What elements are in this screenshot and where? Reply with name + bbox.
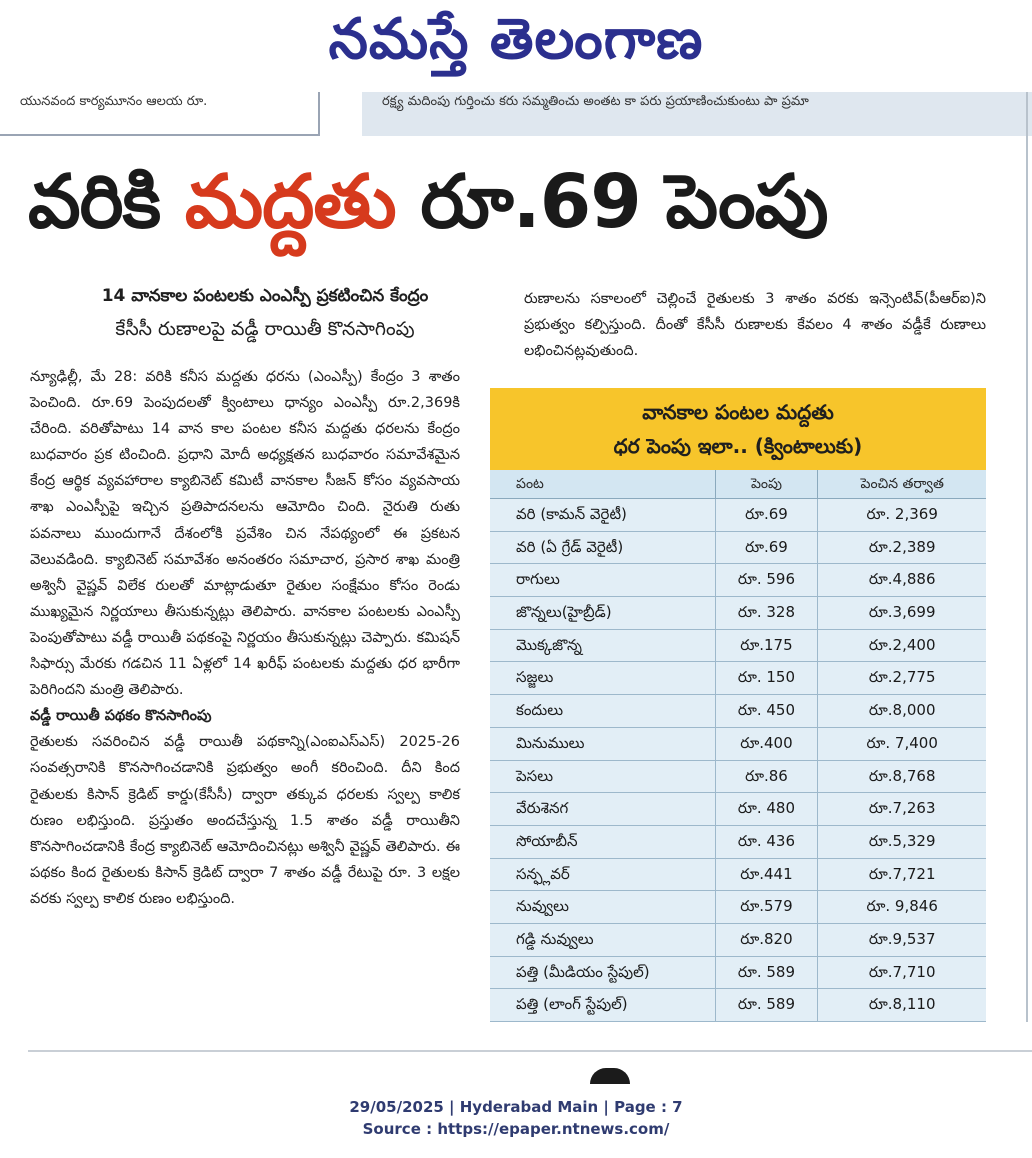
new-price-cell: రూ.5,329 — [868, 831, 936, 850]
crop-cell: సోయాబీన్ — [490, 826, 716, 858]
new-price-cell: రూ.8,000 — [868, 701, 936, 720]
table-row — [490, 597, 986, 630]
new-price-cell: రూ. 2,369 — [866, 505, 938, 523]
table-row — [490, 728, 986, 761]
new-price-cell: రూ.7,710 — [868, 962, 936, 981]
crop-cell: జొన్నలు(హైబ్రీడ్) — [490, 597, 716, 629]
subheadline-1: 14 వానకాల పంటలకు ఎంఎస్పీ ప్రకటించిన కేంద్రం — [101, 286, 429, 306]
new-price-cell: రూ. 9,846 — [866, 897, 938, 916]
crop-cell: నువ్వులు — [490, 891, 716, 923]
crop-cell: సన్ఫ్లవర్ — [490, 859, 716, 891]
increase-cell: రూ.175 — [716, 630, 819, 662]
table-row — [490, 499, 986, 532]
msp-table — [490, 388, 986, 1022]
masthead-logo — [0, 0, 1032, 92]
new-price-cell: రూ.4,886 — [868, 570, 936, 589]
increase-cell: రూ.579 — [716, 891, 819, 923]
new-price-cell: రూ.9,537 — [868, 929, 936, 948]
increase-cell: రూ.820 — [716, 924, 819, 956]
increase-cell: రూ.86 — [716, 761, 819, 793]
table-row — [490, 826, 986, 859]
crop-cell: వరి (కామన్ వెరైటీ) — [490, 499, 716, 531]
msp-table-body — [490, 499, 986, 1022]
page-edge-divider — [1026, 92, 1028, 1022]
new-price-cell: రూ.2,389 — [868, 537, 936, 556]
headline-part-1: వరికి — [28, 159, 185, 245]
article-paragraph-1: న్యూఢిల్లీ, మే 28: వరికి కనీస మద్దతు ధరను (ఎంఎస్పీ) కేంద్రం 3 శాతం పెంచింది. రూ.69 పెంపుదలతో క్వింటాలు ధాన్యం ఎంఎస్పీ రూ.2,369కి చేరింది. వరితోపాటు 14 వాన కాల పంటల కనీస మద్దతు ధరలను కేంద్రం బుధవారం ప్రక టించింది. ప్రధాని మోదీ అధ్యక్షతన బుధవారం సమావేశమైన కేంద్ర ఆర్థిక వ్యవహారాల క్యాబినెట్ కమిటీ వానకాల సీజన్ కోసం వ్యవసాయ శాఖ ఎంఎస్పీపై ఇచ్చిన ప్రతిపాదనలను ఆమోదిం చింది. నైరుతి రుతు పవనాలు ముందుగానే దేశంలోకి ప్రవేశిం చిన నేపథ్యంలో ఈ ప్రకటన వెలువడింది. క్యాబినెట్ సమావేశం అనంతరం సమాచార, ప్రసార శాఖ మంత్రి అశ్వినీ వైష్ణవ్ విలేక రులతో మాట్లాడుతూ రైతుల సంక్షేమం కోసం రెండు ముఖ్యమైన నిర్ణయాలు తీసుకున్నట్లు తెలిపారు. వానకాల పంటలకు ఎంఎస్పీ పెంపుతోపాటు వడ్డీ రాయితీ పథకంపై నిర్ణయం తీసుకున్నట్లు చెప్పారు. కమిషన్ సిఫార్సు మేరకు గడచిన 11 ఏళ్లలో 14 ఖరీఫ్ పంటలకు మద్దతు ధర భారీగా పెరిగిందని మంత్రి తెలిపారు. — [30, 369, 460, 699]
article-subhead: వడ్డీ రాయితీ పథకం కొనసాగింపు — [30, 708, 212, 725]
new-price-cell: రూ.2,400 — [868, 635, 936, 654]
new-price-cell: రూ.7,721 — [868, 864, 936, 883]
increase-cell: రూ. 436 — [716, 826, 819, 858]
bottom-divider — [28, 1050, 1032, 1052]
msp-table-header — [490, 388, 986, 470]
crop-cell: వేరుశెనగ — [490, 793, 716, 825]
next-article-photo-edge — [590, 1068, 630, 1084]
table-row — [490, 957, 986, 990]
crop-cell: పెసలు — [490, 761, 716, 793]
crop-cell: రాగులు — [490, 564, 716, 596]
article-continuation: రుణాలను సకాలంలో చెల్లించే రైతులకు 3 శాతం వరకు ఇన్సెంటివ్(పీఆర్ఐ)ని ప్రభుత్వం కల్పిస్తుంది. దీంతో కేసీసీ రుణాలకు కేవలం 4 శాతం వడ్డీకే రుణాలు లభించినట్లవుతుంది. — [524, 291, 986, 359]
crop-cell: పత్తి (లాంగ్ స్టేపుల్) — [490, 989, 716, 1021]
msp-table-title-1: వానకాల పంటల మద్దతు — [642, 400, 834, 424]
table-row — [490, 532, 986, 565]
table-row — [490, 891, 986, 924]
clipped-article-right — [362, 92, 1032, 136]
table-row — [490, 662, 986, 695]
increase-cell: రూ. 596 — [716, 564, 819, 596]
increase-cell: రూ. 589 — [716, 989, 819, 1021]
msp-table-title-2: ధర పెంపు ఇలా.. (క్వింటాలుకు) — [613, 434, 863, 458]
table-row — [490, 564, 986, 597]
increase-cell: రూ. 328 — [716, 597, 819, 629]
masthead-title: నమస్తే తెలంగాణ — [328, 6, 704, 72]
clipped-text-left: యునవంద కార్యమూనం ఆలయ రూ. — [20, 94, 208, 109]
article-paragraph-2: రైతులకు సవరించిన వడ్డీ రాయితీ పథకాన్ని(ఎంఐఎస్ఎస్) 2025-26 సంవత్సరానికి కొనసాగించడానికి ప్రభుత్వం అంగీ కరించింది. దీని కింద రైతులకు కిసాన్ క్రెడిట్ కార్డు(కేసీసీ) ద్వారా తక్కువ ధరలకు స్వల్ప కాలిక రుణం లభిస్తుంది. ప్రస్తుతం అందచేస్తున్న 1.5 శాతం వడ్డీ రాయితీని కొనసాగించడానికి కేంద్ర క్యాబినెట్ ఆమోదించినట్లు అశ్వినీ వైష్ణవ్ తెలిపారు. ఈ పథకం కింద రైతులకు కిసాన్ క్రెడిట్ ద్వారా 7 శాతం వడ్డీ రేటుపై రూ. 3 లక్షల వరకు స్వల్ప కాలిక రుణం లభిస్తుంది. — [30, 734, 460, 907]
crop-cell: సజ్జలు — [490, 662, 716, 694]
new-price-cell: రూ.2,775 — [868, 668, 936, 687]
new-price-cell: రూ.8,110 — [868, 995, 936, 1014]
table-row — [490, 630, 986, 663]
table-row — [490, 793, 986, 826]
footer-source: Source : https://epaper.ntnews.com/ — [362, 1120, 670, 1138]
headline-part-3: రూ.69 పెంపు — [395, 159, 828, 245]
crop-cell: మొక్కజొన్న — [490, 630, 716, 662]
table-row — [490, 859, 986, 892]
msp-table-column-headers — [490, 470, 986, 499]
table-row — [490, 924, 986, 957]
clipped-article-left — [0, 92, 320, 136]
crop-cell: వరి (ఏ గ్రేడ్ వెరైటీ) — [490, 532, 716, 564]
table-row — [490, 695, 986, 728]
table-row — [490, 761, 986, 794]
increase-cell: రూ. 589 — [716, 957, 819, 989]
increase-cell: రూ.400 — [716, 728, 819, 760]
crop-cell: పత్తి (మీడియం స్టేపుల్) — [490, 957, 716, 989]
column-header-crop: పంట — [490, 470, 716, 498]
crop-cell: కందులు — [490, 695, 716, 727]
crop-cell: గడ్డి నువ్వులు — [490, 924, 716, 956]
new-price-cell: రూ. 7,400 — [866, 733, 938, 752]
increase-cell: రూ. 480 — [716, 793, 819, 825]
increase-cell: రూ. 150 — [716, 662, 819, 694]
increase-cell: రూ.69 — [716, 499, 819, 531]
subheadline-2: కేసీసీ రుణాలపై వడ్డీ రాయితీ కొనసాగింపు — [115, 318, 415, 340]
new-price-cell: రూ.8,768 — [868, 766, 936, 785]
crop-cell: మినుములు — [490, 728, 716, 760]
increase-cell: రూ.441 — [716, 859, 819, 891]
headline-part-2: మద్దతు — [184, 159, 396, 245]
footer-date-edition: 29/05/2025 | Hyderabad Main | Page : 7 — [349, 1098, 683, 1116]
clipped-text-right: రక్ష్య మదింపు గుర్తించు కరు సమ్మతించు అంతట కా పరు ప్రయాణించుకుంటు పా ప్రమా — [382, 94, 809, 109]
column-header-new-price: పెంచిన తర్వాత — [860, 476, 944, 492]
article-body — [30, 364, 460, 912]
new-price-cell: రూ.7,263 — [868, 799, 936, 818]
increase-cell: రూ. 450 — [716, 695, 819, 727]
column-header-increase: పెంపు — [716, 470, 819, 498]
increase-cell: రూ.69 — [716, 532, 819, 564]
table-row — [490, 989, 986, 1022]
new-price-cell: రూ.3,699 — [868, 603, 936, 622]
page-footer — [0, 1096, 1032, 1140]
headline — [28, 148, 1008, 256]
